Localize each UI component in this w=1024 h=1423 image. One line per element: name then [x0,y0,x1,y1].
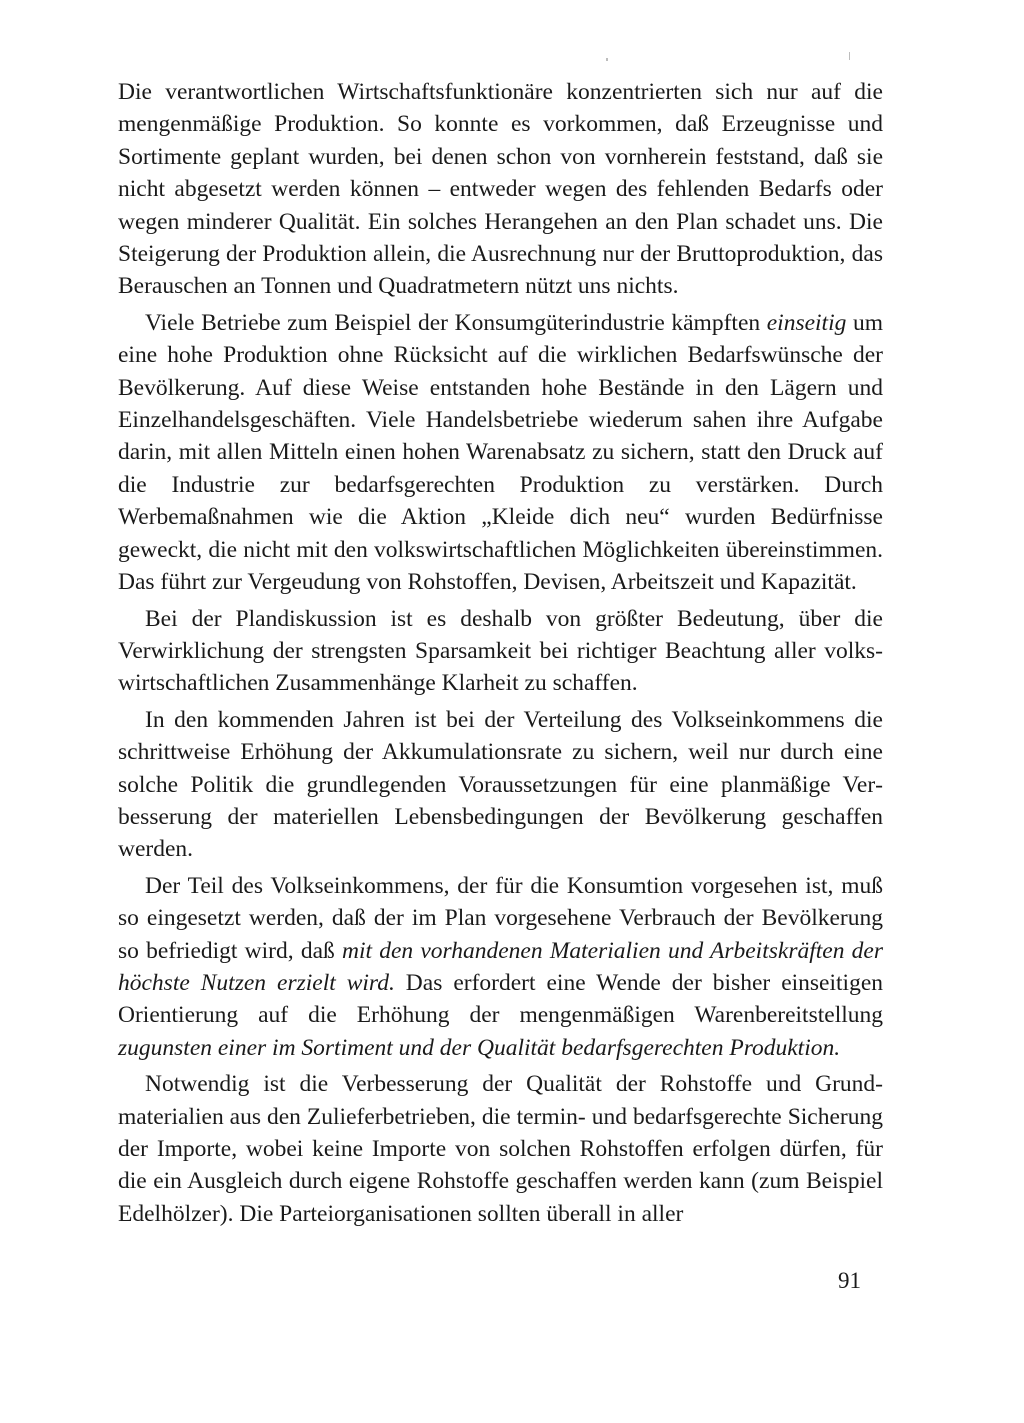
scan-speck [849,52,850,60]
emphasized-text: einseitig [766,309,847,336]
text-run: Der Teil des Volkseinkommens, der für die Konsumtion vorgesehen ist, muß so eingesetzt werden, daß der im Plan vorgesehene Verbrauch der Bevölkerung so befriedigt wird, daß [118,872,883,964]
text-run: Bei der Plandiskussion ist es deshalb von größter Bedeutung, über die Verwirklichung der strengsten Sparsamkeit bei richtiger Beachtung aller volkswirtschaftlichen Zusammenhänge Klarheit zu schaffen. [118,605,883,697]
body-text [118,76,883,1230]
text-run: Das erfordert eine Wende der bisher einseitigen Orientierung auf die Erhöhung der mengenmäßigen Warenbereitstellung [118,969,883,1029]
paragraph [118,603,883,700]
text-run: um eine hohe Produktion ohne Rücksicht auf die wirklichen Bedarfswünsche der Bevölkerung. Auf diese Weise entstanden hohe Bestände in den Lägern und Einzelhandelsgeschäften. Viele Handelsbetriebe wiederum sahen ihre Aufgabe darin, mit allen Mitteln einen hohen Warenabsatz zu sichern, statt den Druck auf die Industrie zur bedarfsgerechten Produktion zu verstärken. Durch Werbemaßnahmen wie die Aktion „Kleide dich neu“ wurden Bedürfnisse geweckt, die nicht mit den volkswirtschaftlichen Möglichkeiten übereinstimmen. Das führt zur Vergeudung von Rohstoffen, Devisen, Arbeitszeit und Kapazität. [118,309,883,596]
page-number: 91 [838,1268,861,1293]
paragraph [118,76,883,303]
text-run: Viele Betriebe zum Beispiel der Konsumgüterindustrie kämpften [145,309,767,336]
paragraph [118,704,883,866]
text-run: Die verantwortlichen Wirtschaftsfunktionäre konzentrierten sich nur auf die mengenmäßige Produktion. So konnte es vorkommen, daß Erzeugnisse und Sortimente geplant wurden, bei denen schon von vornherein feststand, daß sie nicht abgesetzt werden können – entweder wegen des fehlenden Bedarfs oder wegen minderer Qualität. Ein solches Herangehen an den Plan schadet uns. Die Steigerung der Produktion allein, die Ausrechnung nur der Bruttoproduktion, das Berauschen an Tonnen und Quadratmetern nützt uns nichts. [118,79,883,300]
scan-speck [606,58,608,61]
paragraph [118,1068,883,1230]
text-run: In den kommenden Jahren ist bei der Verteilung des Volkseinkommens die schrittweise Erhöhung der Akkumulationsrate zu sichern, weil nur durch eine solche Politik die grundlegenden Voraussetzungen für eine planmäßige Verbesserung der materiellen Lebensbedingungen der Bevölkerung geschaffen werden. [118,706,883,863]
emphasized-text: zugunsten einer im Sortiment und der Qualität bedarfsgerechten Produktion. [118,1034,841,1061]
paragraph [118,307,883,599]
paragraph [118,870,883,1064]
emphasized-text: mit den vorhandenen Materialien und Arbeitskräften der höchste Nutzen erzielt wird. [118,937,883,996]
text-run: Notwendig ist die Verbesserung der Qualität der Rohstoffe und Grundmaterialien aus den Zulieferbetrieben, die termin- und bedarfsgerechte Sicherung der Importe, wobei keine Importe von solchen Rohstoffen erfolgen dürfen, für die ein Ausgleich durch eigene Rohstoffe geschaffen werden kann (zum Beispiel Edelhölzer). Die Parteiorganisationen sollten überall in aller [118,1071,883,1227]
